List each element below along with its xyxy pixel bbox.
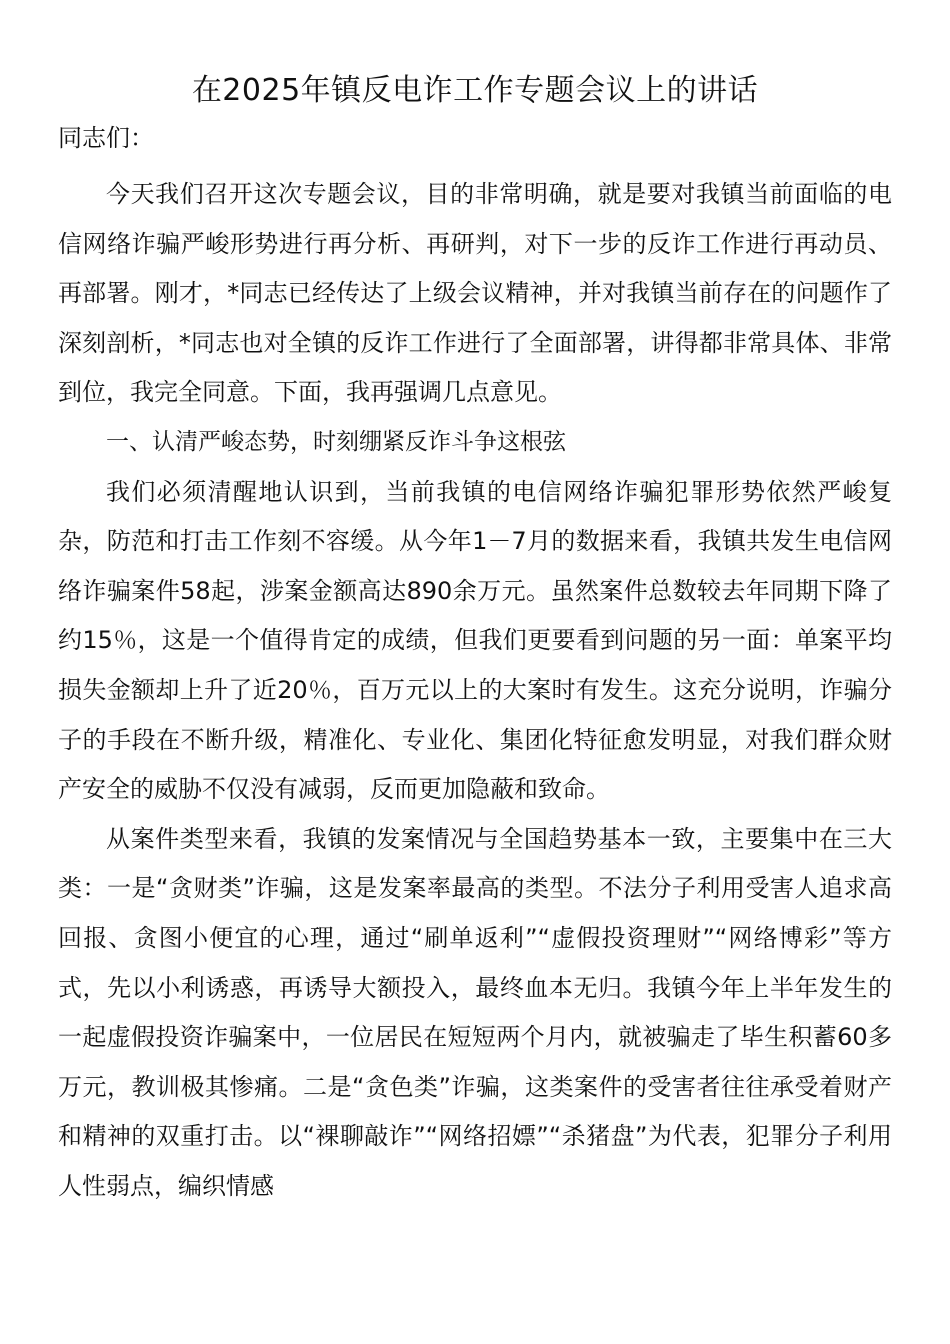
- salutation: 同志们：: [58, 124, 154, 152]
- paragraph-situation: 我们必须清醒地认识到，当前我镇的电信网络诈骗犯罪形势依然严峻复杂，防范和打击工作刻不容缓。从今年1－7月的数据来看，我镇共发生电信网络诈骗案件58起，涉案金额高达890余万元。虽然案件总数较去年同期下降了约15％，这是一个值得肯定的成绩，但我们更要看到问题的另一面：单案平均损失金额却上升了近20％，百万元以上的大案时有发生。这充分说明，诈骗分子的手段在不断升级，精准化、专业化、集团化特征愈发明显，对我们群众财产安全的威胁不仅没有减弱，反而更加隐蔽和致命。: [58, 477, 892, 804]
- document-title: 在2025年镇反电诈工作专题会议上的讲话: [191, 73, 759, 108]
- document-page: [58, 62, 892, 1211]
- paragraph-case-types: 从案件类型来看，我镇的发案情况与全国趋势基本一致，主要集中在三大类：一是“贪财类”诈骗，这是发案率最高的类型。不法分子利用受害人追求高回报、贪图小便宜的心理，通过“刷单返利”“虚假投资理财”“网络博彩”等方式，先以小利诱惑，再诱导大额投入，最终血本无归。我镇今年上半年发生的一起虚假投资诈骗案中，一位居民在短短两个月内，就被骗走了毕生积蓄60多万元，教训极其惨痛。二是“贪色类”诈骗，这类案件的受害者往往承受着财产和精神的双重打击。以“裸聊敲诈”“网络招嫖”“杀猪盘”为代表，犯罪分子利用人性弱点，编织情感: [58, 824, 892, 1200]
- section-heading-1: 一、认清严峻态势，时刻绷紧反诈斗争这根弦: [106, 428, 566, 455]
- paragraph-intro: 今天我们召开这次专题会议，目的非常明确，就是要对我镇当前面临的电信网络诈骗严峻形势进行再分析、再研判，对下一步的反诈工作进行再动员、再部署。刚才，*同志已经传达了上级会议精神，并对我镇当前存在的问题作了深刻剖析，*同志也对全镇的反诈工作进行了全面部署，讲得都非常具体、非常到位，我完全同意。下面，我再强调几点意见。: [58, 180, 892, 407]
